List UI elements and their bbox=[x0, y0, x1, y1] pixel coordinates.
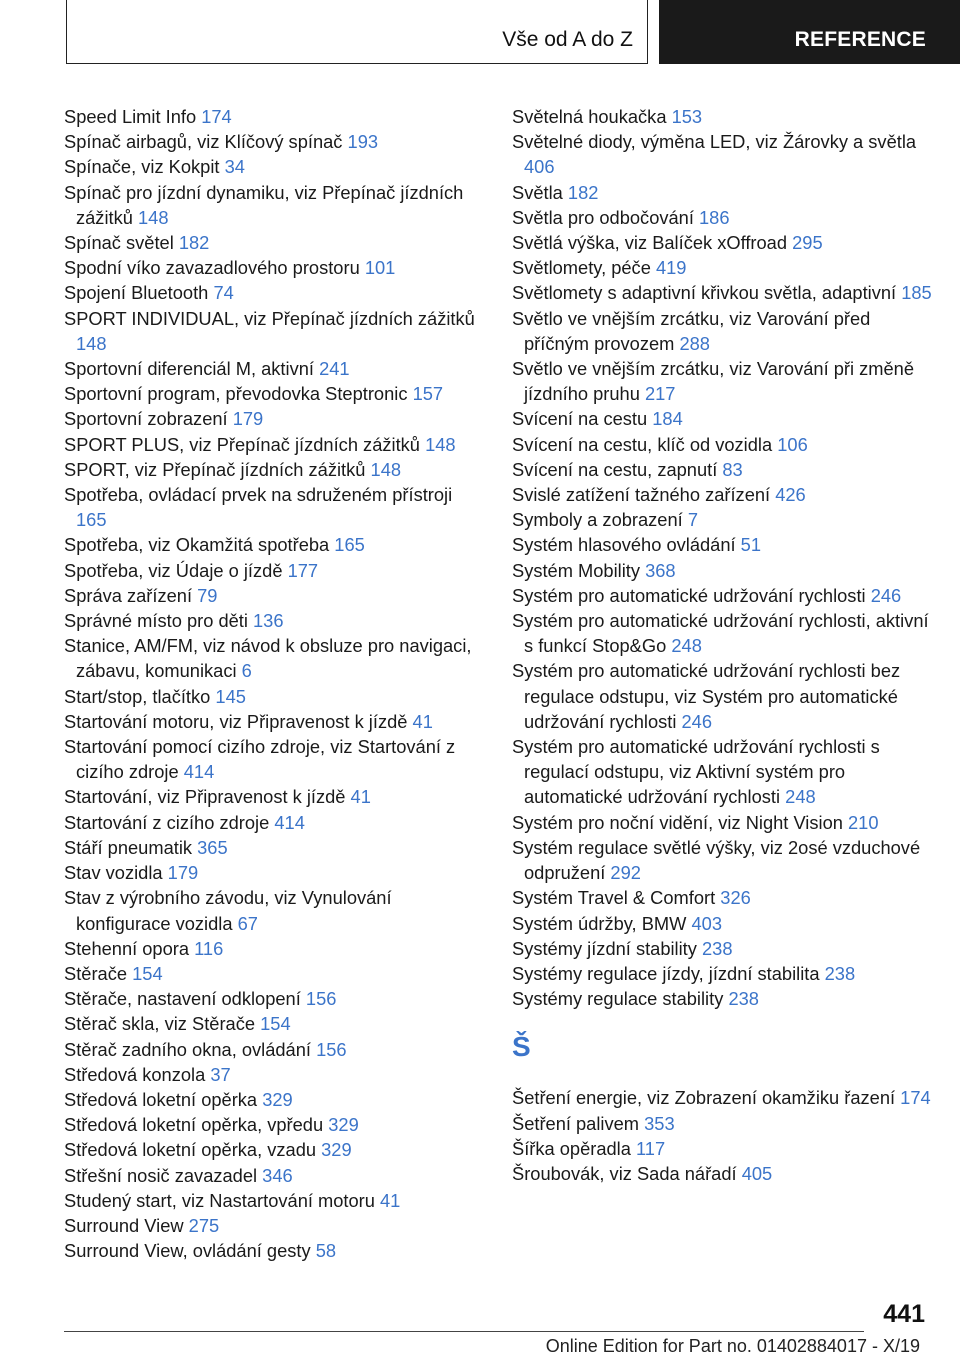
index-entry bbox=[512, 230, 932, 255]
index-page-link[interactable]: 241 bbox=[319, 358, 350, 380]
header-section-label: REFERENCE bbox=[794, 28, 926, 51]
index-page-link[interactable]: 414 bbox=[183, 761, 215, 783]
index-entry-text: Středová konzola bbox=[64, 1063, 206, 1085]
index-entry-text: Stehenní opora bbox=[64, 937, 190, 959]
index-entry bbox=[64, 1213, 484, 1238]
index-entry-text: Světelné diody, výměna LED, viz Žárovky a světla bbox=[512, 131, 917, 153]
index-entry-text: Systém Travel & Comfort bbox=[512, 887, 716, 909]
index-page-link[interactable]: 288 bbox=[679, 332, 710, 354]
index-entry bbox=[64, 1112, 484, 1137]
index-entry-text: Spojení Bluetooth bbox=[64, 282, 209, 304]
index-entry-text: Systém pro automatické udržování rychlosti, aktivní s funkcí Stop&Go bbox=[512, 610, 929, 657]
index-entry-text: Surround View, ovládání gesty bbox=[64, 1240, 311, 1262]
index-entry bbox=[64, 306, 484, 356]
index-entry bbox=[64, 432, 484, 457]
index-entry bbox=[512, 356, 932, 406]
index-entry-text: Symboly a zobrazení bbox=[512, 509, 683, 531]
index-entry bbox=[512, 507, 932, 532]
index-page-link[interactable]: 414 bbox=[274, 811, 305, 833]
index-entry-text: Svislé zatížení tažného zařízení bbox=[512, 484, 771, 506]
index-page-link[interactable]: 182 bbox=[567, 181, 599, 203]
index-entry bbox=[64, 1037, 484, 1062]
index-entry bbox=[512, 1161, 932, 1186]
index-entry-text: Systém regulace světlé výšky, viz 2osé vzduchové odpružení bbox=[512, 836, 921, 884]
page-number: 441 bbox=[883, 1300, 925, 1328]
index-entry bbox=[64, 180, 484, 230]
index-entry-text: Systém pro automatické udržování rychlosti s regulací odstupu, viz Aktivní systém pro automatické udržování rychlosti bbox=[512, 736, 880, 808]
index-entry bbox=[512, 558, 932, 583]
index-page-link[interactable]: 295 bbox=[792, 232, 823, 254]
index-page-link[interactable]: 165 bbox=[334, 534, 365, 556]
index-entry-text: Spínač světel bbox=[64, 232, 174, 254]
index-entry bbox=[64, 532, 484, 557]
header-section-tab[interactable] bbox=[659, 0, 960, 64]
index-page-link[interactable]: 7 bbox=[687, 509, 698, 531]
index-entry-text: Světlo ve vnějším zrcátku, viz Varování při změně jízdního pruhu bbox=[512, 358, 914, 405]
index-entry-text: Spínač pro jízdní dynamiku, viz Přepínač jízdních zážitků bbox=[64, 181, 464, 228]
index-entry bbox=[64, 633, 484, 683]
index-entry-text: Spotřeba, viz Údaje o jízdě bbox=[64, 559, 283, 581]
index-page-link[interactable]: 6 bbox=[241, 660, 252, 682]
index-page-link[interactable]: 153 bbox=[671, 106, 703, 127]
index-page-link[interactable]: 405 bbox=[741, 1162, 773, 1184]
index-page-link[interactable]: 157 bbox=[412, 383, 444, 405]
index-entry-text: Šetření palivem bbox=[512, 1112, 640, 1134]
index-entry-text: Světla bbox=[512, 181, 563, 203]
index-entry bbox=[64, 684, 484, 709]
index-page-link[interactable]: 79 bbox=[197, 584, 218, 606]
index-entry bbox=[512, 1111, 932, 1136]
index-page-link[interactable]: 326 bbox=[720, 887, 751, 909]
index-entry-text: Spínač airbagů, viz Klíčový spínač bbox=[64, 131, 343, 153]
index-page-link[interactable]: 346 bbox=[262, 1164, 293, 1186]
index-entry bbox=[512, 255, 932, 280]
index-entry-text: Spodní víko zavazadlového prostoru bbox=[64, 257, 360, 279]
index-page-link[interactable]: 58 bbox=[315, 1240, 337, 1262]
index-page-link[interactable]: 365 bbox=[197, 836, 228, 858]
index-column-left bbox=[64, 104, 484, 1263]
index-entry bbox=[64, 255, 484, 280]
index-page-link[interactable]: 182 bbox=[178, 232, 210, 254]
index-entry-text: SPORT, viz Přepínač jízdních zážitků bbox=[64, 458, 366, 480]
index-entry-text: Surround View bbox=[64, 1214, 184, 1236]
index-page-link[interactable]: 246 bbox=[681, 710, 713, 732]
index-entry-text: Světlá výška, viz Balíček xOffroad bbox=[512, 232, 788, 254]
index-entry-text: Středová loketní opěrka, vpředu bbox=[64, 1114, 324, 1136]
index-entry bbox=[512, 482, 932, 507]
index-entry bbox=[64, 961, 484, 986]
index-page-link[interactable]: 329 bbox=[328, 1114, 359, 1136]
index-entry-text: Světlomety s adaptivní křivkou světla, adaptivní bbox=[512, 282, 897, 304]
index-entry-text: Střešní nosič zavazadel bbox=[64, 1164, 258, 1186]
index-entry-text: Spotřeba, viz Okamžitá spotřeba bbox=[64, 534, 330, 556]
index-entry bbox=[512, 104, 932, 129]
index-entry-text: Svícení na cestu, klíč od vozidla bbox=[512, 433, 773, 455]
index-entry bbox=[64, 230, 484, 255]
index-group-s bbox=[512, 104, 932, 1011]
index-entry-text: Středová loketní opěrka bbox=[64, 1088, 258, 1110]
index-entry bbox=[64, 835, 484, 860]
index-page-link[interactable]: 148 bbox=[76, 332, 107, 354]
index-entry-text: Stěrače bbox=[64, 962, 128, 984]
index-entry-text: Sportovní program, převodovka Steptronic bbox=[64, 383, 408, 405]
index-entry bbox=[64, 709, 484, 734]
index-page-link[interactable]: 426 bbox=[775, 484, 806, 506]
index-column-right bbox=[512, 104, 932, 1186]
index-page-link[interactable]: 148 bbox=[370, 458, 402, 480]
index-entry-text: Systém pro automatické udržování rychlosti bbox=[512, 584, 866, 606]
index-page-link[interactable]: 174 bbox=[900, 1087, 931, 1109]
index-entry-text: Sportovní zobrazení bbox=[64, 408, 228, 430]
index-page-link[interactable]: 329 bbox=[262, 1088, 293, 1110]
index-page-link[interactable]: 106 bbox=[777, 433, 808, 455]
index-entry bbox=[64, 583, 484, 608]
index-entry bbox=[64, 558, 484, 583]
header-title: Vše od A do Z bbox=[502, 28, 633, 51]
index-page-link[interactable]: 275 bbox=[188, 1214, 220, 1236]
index-entry bbox=[64, 885, 484, 935]
index-entry-text: Stěrač skla, viz Stěrače bbox=[64, 1013, 256, 1035]
index-entry-text: Startování z cizího zdroje bbox=[64, 811, 270, 833]
index-entry-text: Systémy regulace stability bbox=[512, 988, 724, 1010]
index-entry-text: Šetření energie, viz Zobrazení okamžiku řazení bbox=[512, 1087, 896, 1109]
index-entry-text: Správné místo pro děti bbox=[64, 610, 248, 632]
index-entry bbox=[64, 1137, 484, 1162]
index-entry-text: Systém hlasového ovládání bbox=[512, 534, 736, 556]
index-entry-text: Světla pro odbočování bbox=[512, 206, 694, 228]
index-entry bbox=[64, 1188, 484, 1213]
index-entry-text: Stáří pneumatik bbox=[64, 836, 193, 858]
index-entry bbox=[64, 104, 484, 129]
index-page-link[interactable]: 154 bbox=[260, 1013, 291, 1035]
index-page-link[interactable]: 101 bbox=[364, 257, 396, 279]
index-entry-text: Světlomety, péče bbox=[512, 257, 651, 279]
index-entry bbox=[64, 381, 484, 406]
index-entry-text: Startování, viz Připravenost k jízdě bbox=[64, 786, 346, 808]
index-page-link[interactable]: 186 bbox=[699, 206, 730, 228]
index-page-link[interactable]: 329 bbox=[321, 1139, 352, 1161]
index-entry-text: Start/stop, tlačítko bbox=[64, 685, 211, 707]
index-entry bbox=[512, 936, 932, 961]
index-page-link[interactable]: 136 bbox=[253, 610, 284, 632]
index-entry bbox=[64, 457, 484, 482]
index-entry bbox=[512, 810, 932, 835]
index-entry bbox=[512, 457, 932, 482]
index-entry-text: Světlo ve vnějším zrcátku, viz Varování před příčným provozem bbox=[512, 307, 871, 354]
index-entry bbox=[512, 911, 932, 936]
index-page-link[interactable]: 248 bbox=[785, 786, 816, 808]
index-group-sh bbox=[512, 1085, 932, 1186]
index-page-link[interactable]: 145 bbox=[215, 685, 246, 707]
index-page-link[interactable]: 165 bbox=[76, 509, 107, 531]
index-entry-text: Stav z výrobního závodu, viz Vynulování konfigurace vozidla bbox=[64, 887, 392, 934]
footer-divider bbox=[64, 1331, 864, 1332]
index-page-link[interactable]: 210 bbox=[848, 811, 879, 833]
index-page-link[interactable]: 179 bbox=[232, 408, 264, 430]
index-entry bbox=[512, 1085, 932, 1110]
index-entry bbox=[512, 129, 932, 179]
index-page-link[interactable]: 184 bbox=[652, 408, 683, 430]
index-page-link[interactable]: 368 bbox=[645, 559, 676, 581]
index-page-link[interactable]: 41 bbox=[412, 710, 433, 732]
index-page-link[interactable]: 419 bbox=[655, 257, 687, 279]
index-entry-text: Svícení na cestu, zapnutí bbox=[512, 458, 718, 480]
index-entry bbox=[512, 608, 932, 658]
footer-edition: Online Edition for Part no. 01402884017 - X/19 bbox=[545, 1336, 920, 1356]
index-page-link[interactable]: 156 bbox=[305, 988, 337, 1010]
index-page-link[interactable]: 248 bbox=[671, 635, 702, 657]
index-page-link[interactable]: 34 bbox=[224, 156, 245, 178]
index-entry bbox=[512, 583, 932, 608]
index-entry bbox=[64, 1163, 484, 1188]
index-entry-text: Startování motoru, viz Připravenost k jízdě bbox=[64, 710, 408, 732]
index-page-link[interactable]: 238 bbox=[702, 937, 733, 959]
index-entry bbox=[64, 860, 484, 885]
index-entry bbox=[64, 1087, 484, 1112]
index-page-link[interactable]: 41 bbox=[350, 786, 371, 808]
index-entry-text: Stanice, AM/FM, viz návod k obsluze pro navigaci, zábavu, komunikaci bbox=[64, 635, 472, 682]
index-entry-text: Spotřeba, ovládací prvek na sdruženém přístroji bbox=[64, 484, 453, 506]
index-page-link[interactable]: 217 bbox=[644, 383, 676, 405]
index-entry-text: Speed Limit Info bbox=[64, 106, 197, 127]
index-entry bbox=[512, 885, 932, 910]
index-entry bbox=[64, 154, 484, 179]
index-entry-text: Startování pomocí cizího zdroje, viz Startování z cizího zdroje bbox=[64, 736, 456, 783]
index-entry bbox=[64, 1062, 484, 1087]
index-page-link[interactable]: 83 bbox=[722, 458, 743, 480]
index-entry bbox=[64, 280, 484, 305]
index-page-link[interactable]: 406 bbox=[524, 156, 555, 178]
index-entry bbox=[64, 1011, 484, 1036]
index-entry-text: Systémy regulace jízdy, jízdní stabilita bbox=[512, 962, 820, 984]
index-entry bbox=[64, 810, 484, 835]
index-page-link[interactable]: 37 bbox=[210, 1063, 231, 1085]
index-entry-text: Stěrač zadního okna, ovládání bbox=[64, 1038, 311, 1060]
index-entry bbox=[512, 406, 932, 431]
index-entry-text: Systém pro noční vidění, viz Night Vision bbox=[512, 811, 843, 833]
index-entry bbox=[64, 1238, 484, 1263]
index-page-link[interactable]: 403 bbox=[691, 912, 722, 934]
index-entry bbox=[64, 129, 484, 154]
index-page-link[interactable]: 117 bbox=[636, 1137, 666, 1159]
index-letter-heading: Š bbox=[512, 1031, 531, 1063]
index-entry-text: Stěrače, nastavení odklopení bbox=[64, 988, 301, 1010]
index-entry bbox=[64, 784, 484, 809]
index-page-link[interactable]: 74 bbox=[213, 282, 234, 304]
index-entry-text: SPORT PLUS, viz Přepínač jízdních zážitků bbox=[64, 433, 420, 455]
header-frame bbox=[66, 0, 648, 64]
index-entry-text: Spínače, viz Kokpit bbox=[64, 156, 220, 178]
index-page-link[interactable]: 193 bbox=[347, 131, 379, 153]
index-page-link[interactable]: 238 bbox=[824, 962, 856, 984]
index-entry bbox=[512, 432, 932, 457]
index-entry bbox=[64, 356, 484, 381]
index-entry-text: Systém pro automatické udržování rychlosti bez regulace odstupu, viz Systém pro automatické udržování rychlosti bbox=[512, 660, 901, 732]
index-entry-text: SPORT INDIVIDUAL, viz Přepínač jízdních zážitků bbox=[64, 307, 475, 329]
index-page-link[interactable]: 67 bbox=[237, 912, 258, 934]
index-page-link[interactable]: 154 bbox=[132, 962, 163, 984]
index-entry bbox=[512, 835, 932, 885]
index-entry bbox=[64, 936, 484, 961]
index-entry bbox=[64, 608, 484, 633]
index-entry bbox=[64, 734, 484, 784]
index-entry-text: Sportovní diferenciál M, aktivní bbox=[64, 358, 314, 380]
index-entry bbox=[512, 961, 932, 986]
index-page-link[interactable]: 41 bbox=[380, 1189, 401, 1211]
index-page-link[interactable]: 246 bbox=[870, 584, 902, 606]
index-page-link[interactable]: 174 bbox=[201, 106, 232, 127]
index-entry bbox=[64, 986, 484, 1011]
index-page-link[interactable]: 116 bbox=[194, 937, 224, 959]
index-entry bbox=[512, 1136, 932, 1161]
index-entry bbox=[512, 734, 932, 810]
index-page-link[interactable]: 353 bbox=[644, 1112, 675, 1134]
index-page-link[interactable]: 238 bbox=[728, 988, 759, 1010]
index-page-link[interactable]: 51 bbox=[740, 534, 762, 556]
index-entry-text: Šířka opěradla bbox=[512, 1137, 631, 1159]
index-entry bbox=[512, 180, 932, 205]
index-page-link[interactable]: 156 bbox=[316, 1038, 347, 1060]
index-entry-text: Stav vozidla bbox=[64, 862, 163, 884]
index-entry-text: Systém údržby, BMW bbox=[512, 912, 687, 934]
index-entry bbox=[512, 306, 932, 356]
index-entry bbox=[64, 406, 484, 431]
index-entry-text: Systém Mobility bbox=[512, 559, 640, 581]
index-entry bbox=[512, 280, 932, 305]
index-entry-text: Světelná houkačka bbox=[512, 106, 667, 127]
index-entry-text: Správa zařízení bbox=[64, 584, 193, 606]
index-entry-text: Systémy jízdní stability bbox=[512, 937, 697, 959]
index-entry-text: Studený start, viz Nastartování motoru bbox=[64, 1189, 375, 1211]
index-page-link[interactable]: 185 bbox=[901, 282, 932, 304]
index-entry-text: Šroubovák, viz Sada nářadí bbox=[512, 1162, 737, 1184]
index-page-link[interactable]: 292 bbox=[610, 862, 641, 884]
index-entry bbox=[512, 986, 932, 1011]
index-entry bbox=[64, 482, 484, 532]
index-entry bbox=[512, 658, 932, 734]
index-entry bbox=[512, 205, 932, 230]
index-entry-text: Středová loketní opěrka, vzadu bbox=[64, 1139, 317, 1161]
index-page-link[interactable]: 148 bbox=[138, 206, 169, 228]
index-entry bbox=[512, 532, 932, 557]
index-page-link[interactable]: 179 bbox=[167, 862, 199, 884]
index-page-link[interactable]: 177 bbox=[287, 559, 319, 581]
index-entry-text: Svícení na cestu bbox=[512, 408, 648, 430]
index-page-link[interactable]: 148 bbox=[425, 433, 456, 455]
